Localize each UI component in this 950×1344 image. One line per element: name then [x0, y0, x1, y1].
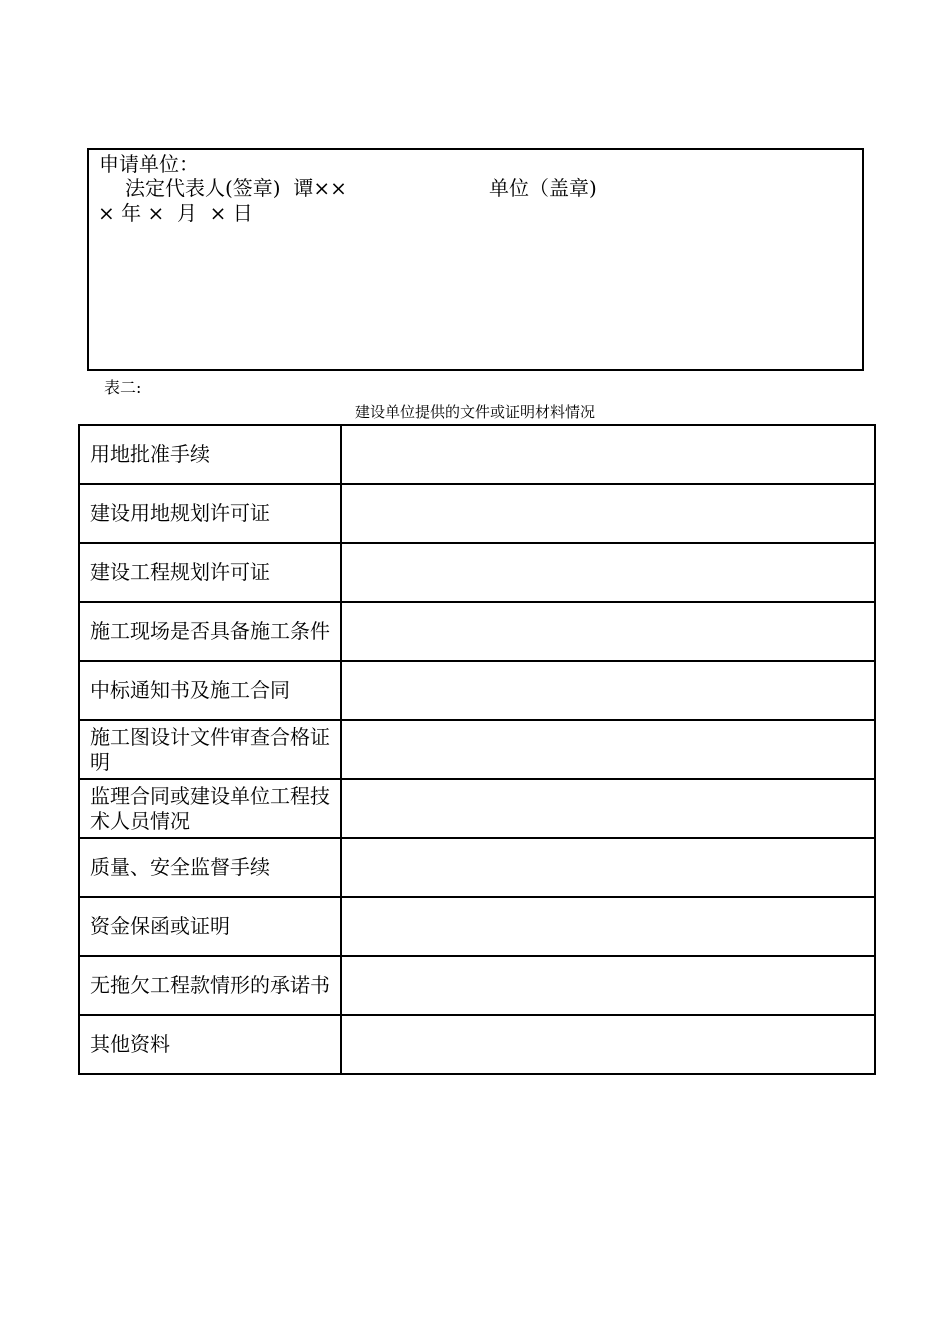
table-row [79, 1015, 875, 1074]
row-value-cell[interactable] [341, 425, 875, 484]
row-label: 建设用地规划许可证 [79, 484, 341, 543]
legal-representative-line: 法定代表人(签章) 谭×× [125, 176, 347, 200]
unit-seal-label: 单位（盖章) [489, 176, 597, 200]
application-box [87, 148, 864, 371]
table-row [79, 779, 875, 838]
table-row [79, 720, 875, 779]
row-label: 质量、安全监督手续 [79, 838, 341, 897]
applicant-unit-label: 申请单位： [99, 152, 199, 176]
table-row [79, 602, 875, 661]
date-line: × 年 × 月 × 日 [98, 201, 253, 225]
table-row [79, 543, 875, 602]
row-value-cell[interactable] [341, 543, 875, 602]
row-value-cell[interactable] [341, 602, 875, 661]
table-row [79, 897, 875, 956]
row-value-cell[interactable] [341, 484, 875, 543]
row-label: 用地批准手续 [79, 425, 341, 484]
row-value-cell[interactable] [341, 838, 875, 897]
row-label: 施工现场是否具备施工条件 [79, 602, 341, 661]
row-label: 建设工程规划许可证 [79, 543, 341, 602]
row-value-cell[interactable] [341, 720, 875, 779]
table-row [79, 956, 875, 1015]
documents-table [78, 424, 876, 1075]
table-row [79, 484, 875, 543]
row-label: 中标通知书及施工合同 [79, 661, 341, 720]
row-label: 监理合同或建设单位工程技术人员情况 [79, 779, 341, 838]
row-label: 其他资料 [79, 1015, 341, 1074]
row-label: 施工图设计文件审查合格证明 [79, 720, 341, 779]
row-value-cell[interactable] [341, 661, 875, 720]
table-row [79, 838, 875, 897]
row-value-cell[interactable] [341, 779, 875, 838]
table-row [79, 425, 875, 484]
table-row [79, 661, 875, 720]
row-label: 资金保函或证明 [79, 897, 341, 956]
table-caption: 表二: [104, 378, 142, 397]
row-value-cell[interactable] [341, 956, 875, 1015]
row-value-cell[interactable] [341, 1015, 875, 1074]
row-value-cell[interactable] [341, 897, 875, 956]
table-title: 建设单位提供的文件或证明材料情况 [354, 403, 595, 421]
row-label: 无拖欠工程款情形的承诺书 [79, 956, 341, 1015]
